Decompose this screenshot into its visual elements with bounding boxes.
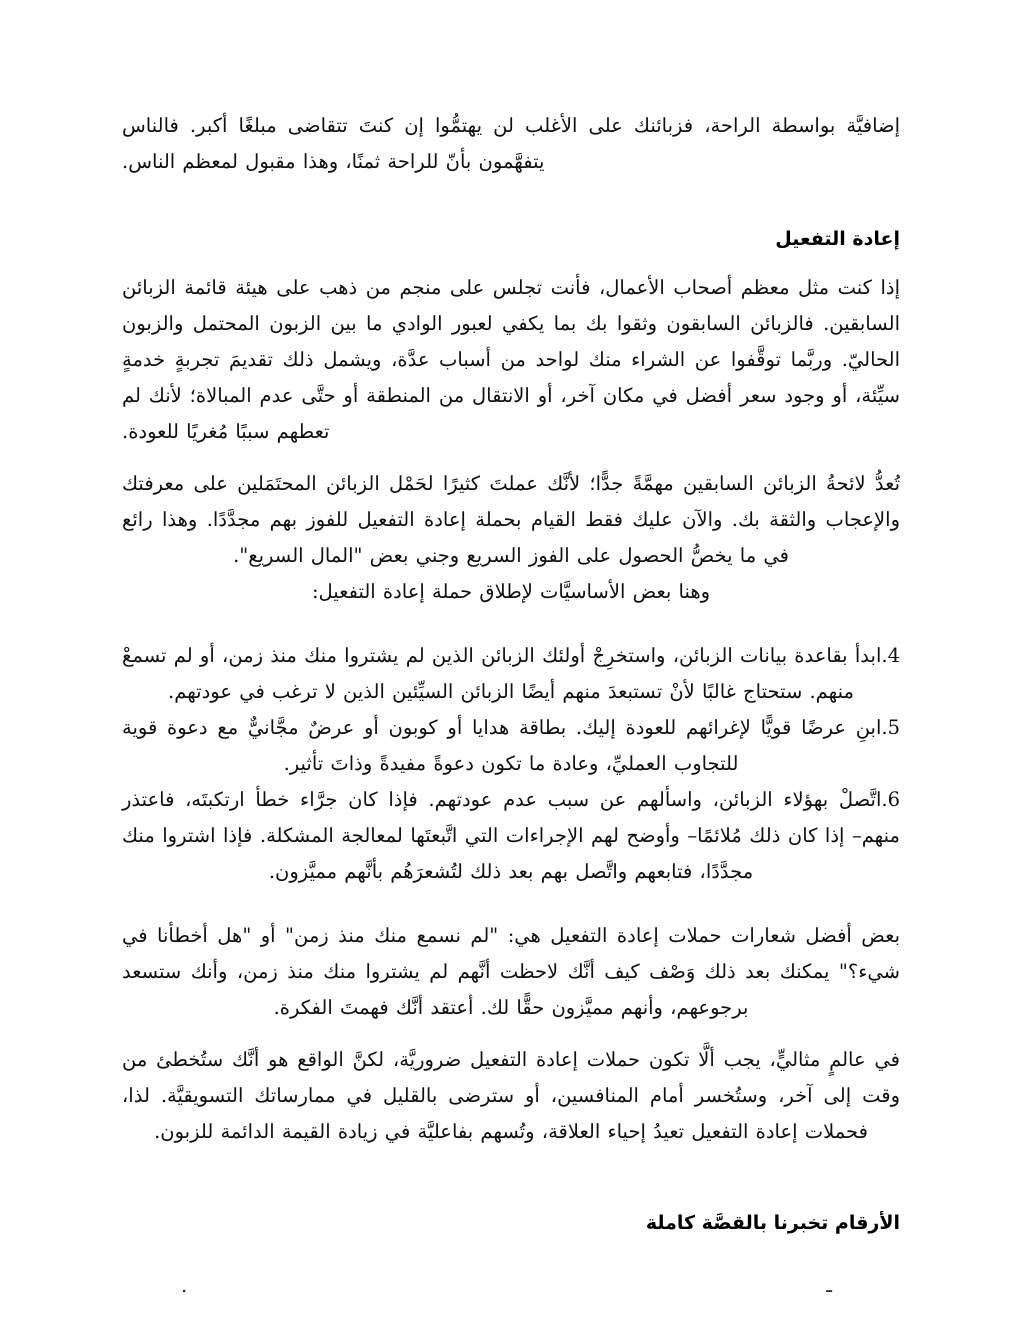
list-item — [122, 782, 900, 890]
paragraph-2: تُعدُّ لائحةُ الزبائن السابقين مهمَّةً جدًّا؛ لأنَّك عملتَ كثيرًا لحَمْل الزبائن المحتَمَلين على معرفتك والإعجاب والثقة بك. والآن عليك فقط القيام بحملة إعادة التفعيل للفوز بهم مجدَّدًا. وهذا رائع في ما يخصُّ الحصول على الفوز السريع وجني بعض "المال السريع". — [122, 472, 900, 567]
list-item-text: ابنِ عرضًا قويًّا لإغرائهم للعودة إليك. بطاقة هدايا أو كوبون أو عرضٌ مجَّانيٌّ مع دعوة قوية للتجاوب العمليِّ، وعادة ما تكون دعوةً مفيدةً وذاتَ تأثير. — [122, 716, 882, 775]
spacer — [122, 180, 900, 224]
list-item — [122, 638, 900, 710]
list-item-number: .6 — [881, 788, 900, 811]
paragraph-opening: إضافيَّة بواسطة الراحة، فزبائنك على الأغلب لن يهتمُّوا إن كنتَ تتقاضى مبلغًا أكبر. فالناس يتفهَّمون بأنّ للراحة ثمنًا، وهذا مقبول لمعظم الناس. — [122, 114, 900, 173]
spacer — [122, 1026, 900, 1042]
page-content — [122, 108, 900, 1238]
list-item-number: .4 — [881, 644, 900, 667]
list-item — [122, 710, 900, 782]
spacer — [122, 254, 900, 270]
reactivation-steps-list — [122, 638, 900, 890]
clipped-glyph-right: ـ — [826, 1274, 832, 1297]
clipped-line-remnants — [122, 1274, 900, 1308]
list-item-text: ابدأ بقاعدة بيانات الزبائن، واستخرِجْ أولئك الزبائن الذين لم يشتروا منك منذ زمن، أو لم تسمعْ منهم. ستحتاج غالبًا لأنْ تستبعدَ منهم أيضًا الزبائن السيِّئين الذين لا ترغب في عودتهم. — [122, 644, 882, 703]
spacer — [122, 890, 900, 918]
spacer — [122, 610, 900, 638]
heading-numbers-story: الأرقام تخبرنا بالقصَّة كاملة — [645, 1212, 900, 1234]
paragraph-3: وهنا بعض الأساسيَّات لإطلاق حملة إعادة التفعيل: — [311, 580, 711, 603]
paragraph-4: بعض أفضل شعارات حملات إعادة التفعيل هي: "لم نسمع منك منذ زمن" أو "هل أخطأنا في شيء؟" يمكنك بعد ذلك وَصْف كيف أنَّك لاحظت أنَّهم لم يشتروا منك منذ زمن، وأنك ستسعد برجوعهم، وأنهم مميَّزون حقًّا لك. أعتقد أنَّك فهمتَ الفكرة. — [122, 924, 900, 1019]
list-item-text: اتَّصلْ بهؤلاء الزبائن، واسألهم عن سبب عدم عودتهم. فإذا كان جرَّاء خطأ ارتكبتَه، فاعتذر منهم– إذا كان ذلك مُلائمًا– وأوضح لهم الإجراءات التي اتَّبعتَها لمعالجة المشكلة. فإذا اشتروا منك مجدَّدًا، فتابعهم واتَّصل بهم بعد ذلك لتُشعرَهُم بأنَّهم مميَّزون. — [122, 788, 900, 883]
spacer — [122, 450, 900, 466]
paragraph-5: في عالمٍ مثاليٍّ، يجب ألَّا تكون حملات إعادة التفعيل ضروريَّة، لكنَّ الواقع هو أنَّك ستُخطئ من وقت إلى آخر، وستُخسر أمام المنافسين، أو سترضى بالقليل في ممارساتك التسويقيَّة. لذا، فحملات إعادة التفعيل تعيدُ إحياء العلاقة، وتُسهم بفاعليَّة في زيادة القيمة الدائمة للزبون. — [122, 1048, 900, 1143]
list-item-number: .5 — [881, 716, 900, 739]
heading-reactivation: إعادة التفعيل — [775, 228, 900, 250]
spacer — [122, 1150, 900, 1208]
clipped-glyph-left: . — [181, 1274, 188, 1297]
paragraph-1: إذا كنت مثل معظم أصحاب الأعمال، فأنت تجلس على منجم من ذهب على هيئة قائمة الزبائن السابقين. فالزبائن السابقون وثقوا بك بما يكفي لعبور الوادي ما بين الزبون المحتمل والزبون الحاليّ. وربَّما توقَّفوا عن الشراء منك لواحد من أسباب عدَّة، ويشمل ذلك تقديمَ تجربةٍ خدمةٍ سيِّئة، أو وجود سعر أفضل في مكان آخر، أو الانتقال من المنطقة أو حتَّى عدم المبالاة؛ لأنك لم تعطهم سببًا مُغريًا للعودة. — [122, 276, 900, 443]
